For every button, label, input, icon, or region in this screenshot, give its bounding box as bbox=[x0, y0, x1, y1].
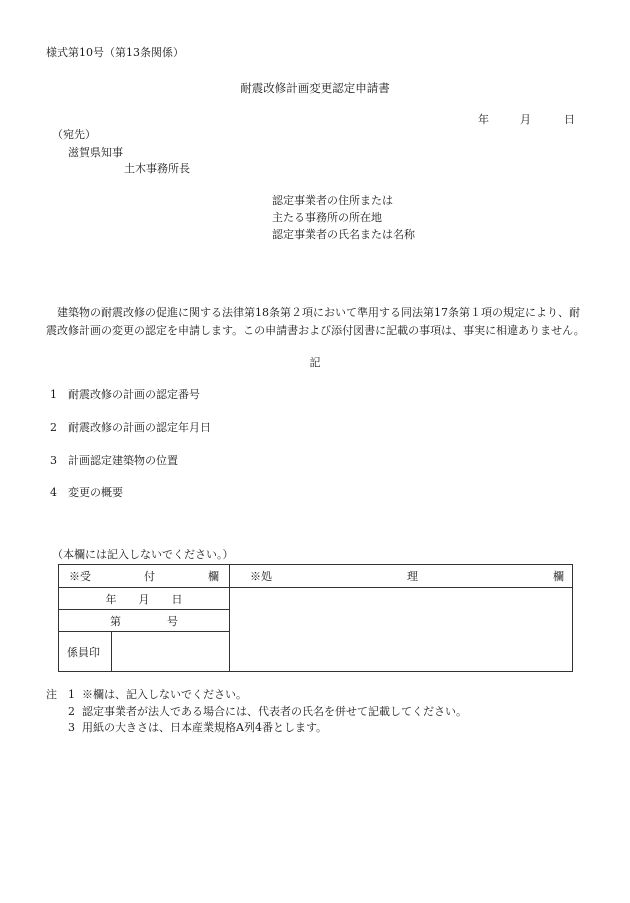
note-item bbox=[46, 688, 247, 702]
cell-text: 月 bbox=[138, 592, 150, 606]
item-number: 3 bbox=[50, 454, 57, 467]
date-year: 年 bbox=[478, 113, 489, 126]
cell-text: 号 bbox=[167, 614, 178, 628]
header-text: 欄 bbox=[553, 570, 564, 583]
cell-text: 第 bbox=[110, 614, 121, 628]
note-number: 2 bbox=[68, 705, 75, 718]
staff-seal-label: 係員印 bbox=[59, 632, 112, 672]
note-item bbox=[46, 721, 327, 735]
notes-label: 注 bbox=[46, 688, 57, 701]
reception-number-cell bbox=[59, 610, 230, 632]
item-label: 変更の概要 bbox=[68, 486, 123, 499]
table-row bbox=[59, 588, 573, 610]
note-text: ※欄は、記入しないでください。 bbox=[82, 688, 247, 701]
item-number: 1 bbox=[50, 388, 57, 401]
note-text: 認定事業者が法人である場合には、代表者の氏名を併せて記載してください。 bbox=[82, 705, 467, 718]
processing-cell bbox=[230, 588, 573, 672]
header-text: 欄 bbox=[208, 570, 219, 583]
applicant-office-label: 主たる事務所の所在地 bbox=[272, 211, 382, 224]
note-item bbox=[46, 705, 467, 719]
addressee-office: 土木事務所長 bbox=[124, 162, 190, 175]
cell-text: 日 bbox=[171, 592, 183, 606]
note-number: 3 bbox=[68, 721, 75, 734]
item-label: 耐震改修の計画の認定番号 bbox=[68, 388, 200, 401]
header-text: 理 bbox=[407, 570, 418, 583]
addressee-prefix: （宛先） bbox=[52, 128, 96, 141]
reception-date-cell bbox=[59, 588, 230, 610]
form-number: 様式第10号（第13条関係） bbox=[46, 46, 184, 59]
processing-column-header bbox=[230, 565, 573, 588]
addressee-governor: 滋賀県知事 bbox=[68, 146, 123, 159]
staff-seal-cell bbox=[112, 632, 230, 672]
header-text: ※処 bbox=[250, 570, 272, 583]
ki-heading: 記 bbox=[309, 356, 321, 369]
reception-column-header bbox=[59, 565, 230, 588]
reception-table-note: （本欄には記入しないでください。） bbox=[52, 548, 234, 561]
item-number: 4 bbox=[50, 486, 57, 499]
item-label: 計画認定建築物の位置 bbox=[68, 454, 178, 467]
cell-text: 年 bbox=[105, 592, 117, 606]
date-day: 日 bbox=[564, 113, 575, 126]
header-text: ※受 bbox=[69, 570, 91, 583]
applicant-name-label: 認定事業者の氏名または名称 bbox=[272, 228, 415, 241]
date-month: 月 bbox=[520, 113, 531, 126]
header-text: 付 bbox=[144, 570, 155, 583]
list-item bbox=[50, 421, 211, 435]
note-number: 1 bbox=[68, 688, 75, 701]
list-item bbox=[50, 388, 200, 402]
document-title: 耐震改修計画変更認定申請書 bbox=[240, 81, 390, 95]
table-header-row bbox=[59, 565, 573, 588]
applicant-address-label: 認定事業者の住所または bbox=[272, 194, 393, 207]
list-item bbox=[50, 454, 178, 468]
note-text: 用紙の大きさは、日本産業規格A列4番とします。 bbox=[82, 721, 328, 734]
application-statement: 建築物の耐震改修の促進に関する法律第18条第２項において準用する同法第17条第１項の規定により、耐震改修計画の変更の認定を申請します。この申請書および添付図書に記載の事項は、事実に相違ありません。 bbox=[46, 306, 585, 337]
item-label: 耐震改修の計画の認定年月日 bbox=[68, 421, 211, 434]
list-item bbox=[50, 486, 123, 500]
reception-table bbox=[58, 564, 573, 672]
item-number: 2 bbox=[50, 421, 57, 434]
